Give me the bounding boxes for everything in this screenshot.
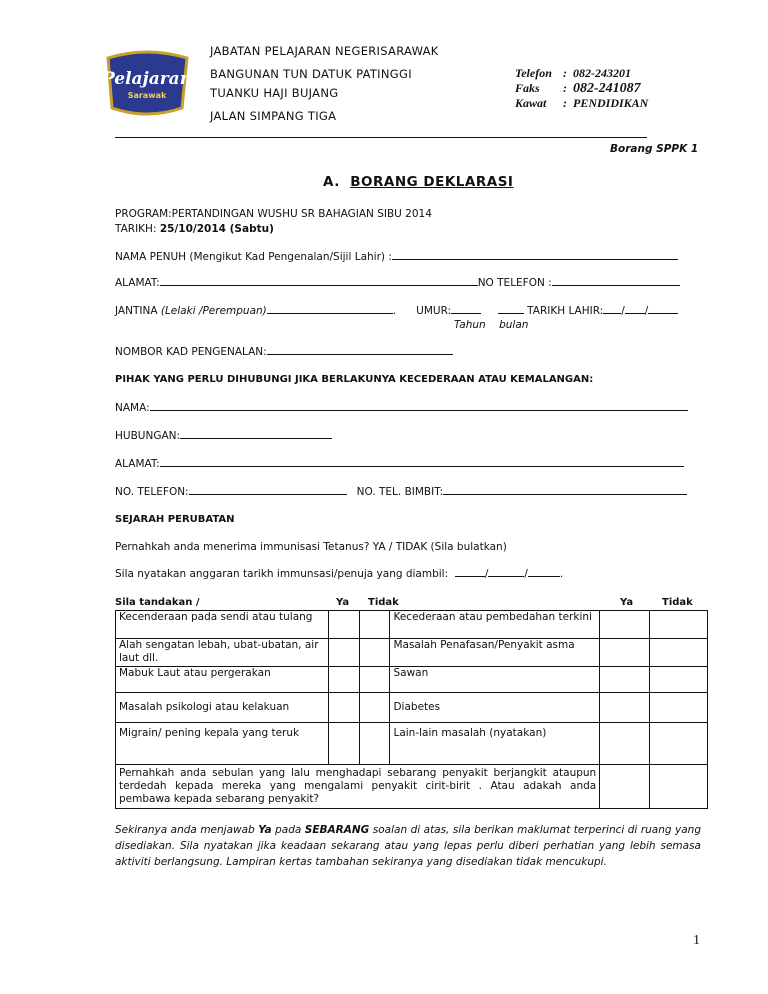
tidak-checkbox[interactable]	[650, 693, 708, 723]
tahun-bulan-labels: Tahun bulan	[454, 319, 529, 331]
alamat-field[interactable]: ALAMAT: NO TELEFON :	[115, 277, 680, 289]
table-row	[116, 611, 708, 639]
table-row	[116, 693, 708, 723]
address-line-2: BANGUNAN TUN DATUK PATINGGI	[210, 67, 412, 81]
tarikh-line: TARIKH: 25/10/2014 (Sabtu)	[115, 223, 274, 235]
condition-left: Masalah psikologi atau kelakuan	[116, 693, 329, 723]
logo-subtext: Sarawak	[127, 91, 167, 100]
table-row	[116, 667, 708, 693]
table-header-ya-left: Ya	[336, 597, 350, 608]
tidak-checkbox[interactable]	[359, 693, 390, 723]
instruction-note: Sekiranya anda menjawab Ya pada SEBARANG soalan di atas, sila berikan maklumat terperinci di ruang yang disediakan. Sila nyatakan jika keadaan sekarang atau yang lepas perlu diberi perhatian yang lebih semasa aktiviti berlangsung. Lampiran kertas tambahan sekiranya yang disediakan tidak mencukupi.	[115, 824, 702, 868]
table-row	[116, 765, 708, 809]
ya-checkbox[interactable]	[600, 723, 650, 765]
logo-text: Pelajaran	[101, 69, 193, 89]
infectious-disease-question: Pernahkah anda sebulan yang lalu menghadapi sebarang penyakit berjangkit ataupun terdedah kepada mereka yang mengalami penyakit cirit-birit . Atau adakah anda pembawa kepada sebarang penyakit?	[116, 765, 600, 809]
condition-right: Diabetes	[390, 693, 600, 723]
condition-right: Sawan	[390, 667, 600, 693]
address-line-1: JABATAN PELAJARAN NEGERISARAWAK	[210, 44, 439, 58]
tidak-checkbox[interactable]	[359, 723, 390, 765]
table-row	[116, 639, 708, 667]
contact-block: Telefon : 082-243201 Faks : 082-241087 Kawat : PENDIDIKAN	[515, 66, 649, 110]
jantina-umur-field[interactable]: JANTINA (Lelaki /Perempuan) . UMUR: TARIKH LAHIR: / /	[115, 305, 678, 317]
ya-checkbox[interactable]	[600, 693, 650, 723]
ya-checkbox[interactable]	[600, 611, 650, 639]
ya-checkbox[interactable]	[600, 667, 650, 693]
table-header-sila: Sila tandakan /	[115, 597, 200, 608]
tidak-checkbox[interactable]	[359, 667, 390, 693]
condition-left: Alah sengatan lebah, ubat-ubatan, air laut dll.	[116, 639, 329, 667]
program-line: PROGRAM:PERTANDINGAN WUSHU SR BAHAGIAN SIBU 2014	[115, 208, 432, 220]
address-line-3: TUANKU HAJI BUJANG	[210, 86, 339, 100]
tetanus-question: Pernahkah anda menerima immunisasi Tetanus? YA / TIDAK (Sila bulatkan)	[115, 541, 507, 553]
condition-right: Lain-lain masalah (nyatakan)	[390, 723, 600, 765]
tidak-checkbox[interactable]	[650, 765, 708, 809]
form-code: Borang SPPK 1	[610, 143, 699, 155]
tidak-checkbox[interactable]	[650, 639, 708, 667]
header-divider	[115, 137, 647, 138]
nama-penuh-field[interactable]: NAMA PENUH (Mengikut Kad Pengenalan/Sijil Lahir) :	[115, 251, 678, 263]
emergency-telefon-field[interactable]: NO. TELEFON: NO. TEL. BIMBIT:	[115, 486, 687, 498]
emergency-nama-field[interactable]: NAMA:	[115, 402, 688, 414]
emergency-hubungan-field[interactable]: HUBUNGAN:	[115, 430, 332, 442]
medical-history-table	[115, 610, 708, 809]
page-number: 1	[693, 933, 700, 948]
condition-right: Masalah Penafasan/Penyakit asma	[390, 639, 600, 667]
condition-left: Migrain/ pening kepala yang teruk	[116, 723, 329, 765]
tidak-checkbox[interactable]	[359, 639, 390, 667]
ya-checkbox[interactable]	[328, 693, 359, 723]
table-header-tidak-left: Tidak	[368, 597, 399, 608]
table-row	[116, 723, 708, 765]
tidak-checkbox[interactable]	[359, 611, 390, 639]
table-header-ya-right: Ya	[620, 597, 634, 608]
ya-checkbox[interactable]	[328, 723, 359, 765]
ya-checkbox[interactable]	[600, 765, 650, 809]
ya-checkbox[interactable]	[600, 639, 650, 667]
form-title: A. BORANG DEKLARASI	[323, 174, 514, 190]
emergency-heading: PIHAK YANG PERLU DIHUBUNGI JIKA BERLAKUNYA KECEDERAAN ATAU KEMALANGAN:	[115, 374, 594, 385]
tidak-checkbox[interactable]	[650, 667, 708, 693]
ya-checkbox[interactable]	[328, 639, 359, 667]
medical-heading: SEJARAH PERUBATAN	[115, 514, 235, 525]
condition-left: Mabuk Laut atau pergerakan	[116, 667, 329, 693]
condition-right: Kecederaan atau pembedahan terkini	[390, 611, 600, 639]
kad-pengenalan-field[interactable]: NOMBOR KAD PENGENALAN:	[115, 346, 453, 358]
address-line-4: JALAN SIMPANG TIGA	[210, 109, 337, 123]
ya-checkbox[interactable]	[328, 611, 359, 639]
table-header-tidak-right: Tidak	[662, 597, 693, 608]
pelajaran-sarawak-logo	[100, 48, 195, 118]
tidak-checkbox[interactable]	[650, 611, 708, 639]
condition-left: Kecenderaan pada sendi atau tulang	[116, 611, 329, 639]
immunisasi-date-field[interactable]: Sila nyatakan anggaran tarikh immunsasi/penuja yang diambil: / / .	[115, 568, 564, 580]
emergency-alamat-field[interactable]: ALAMAT:	[115, 458, 684, 470]
tidak-checkbox[interactable]	[650, 723, 708, 765]
ya-checkbox[interactable]	[328, 667, 359, 693]
